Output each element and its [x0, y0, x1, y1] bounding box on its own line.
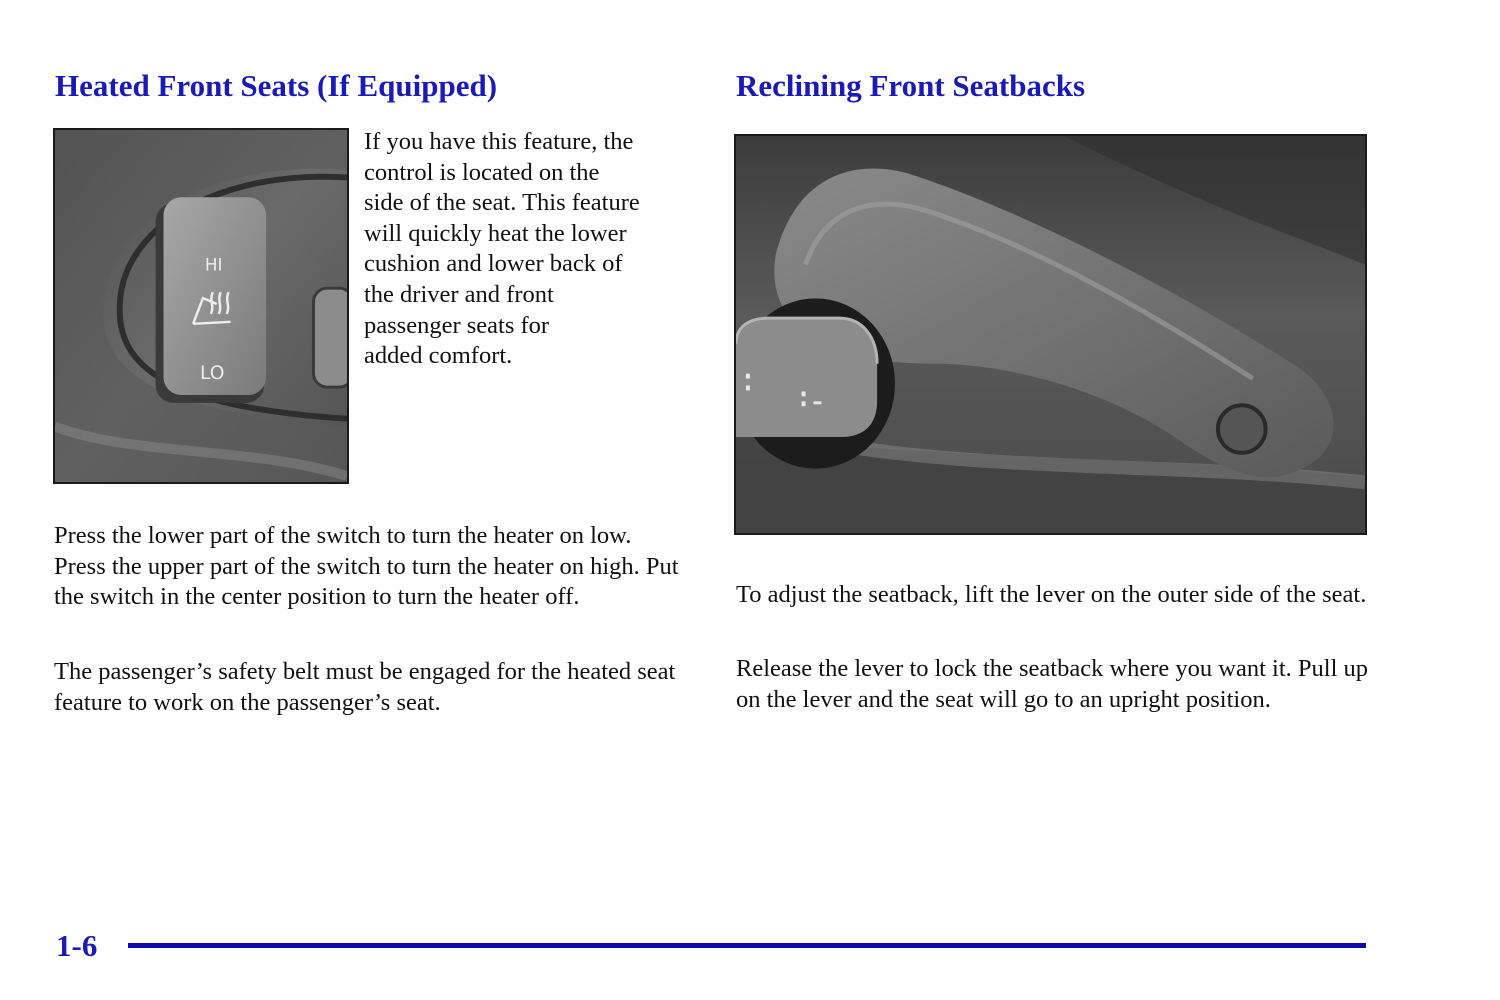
side-text-line: control is located on the [364, 158, 600, 186]
side-text-line: side of the seat. This feature [364, 189, 640, 217]
heated-seats-heading: Heated Front Seats (If Equipped) [55, 68, 498, 103]
switch-lo-label: LO [200, 363, 225, 385]
side-text-line: the driver and front [364, 280, 554, 308]
side-text-line: cushion and lower back of [364, 250, 623, 278]
reclining-paragraph-2: Release the lever to lock the seatback where you want it. Pull up on the lever and the seat will go to an upright position. [736, 655, 1369, 713]
side-text-line: passenger seats for [364, 311, 550, 339]
page-number: 1-6 [56, 928, 98, 963]
side-text-line: If you have this feature, the [364, 128, 634, 155]
switch-hi-label: HI [204, 254, 223, 275]
heated-seats-paragraph-2: The passenger’s safety belt must be engaged for the heated seat feature to work on the passenger’s seat. [54, 658, 676, 716]
side-text-line: will quickly heat the lower [364, 219, 627, 247]
reclining-paragraph-1: To adjust the seatback, lift the lever on the outer side of the seat. [736, 581, 1367, 608]
reclining-seatbacks-heading: Reclining Front Seatbacks [736, 68, 1086, 103]
side-text-line: added comfort. [364, 342, 513, 370]
heated-seats-paragraph-1: Press the lower part of the switch to turn the heater on low. Press the upper part of the switch to turn the heater on high. Put the switch in the center position to turn the heater off. [54, 522, 679, 611]
footer-rule [128, 943, 1366, 948]
heated-seat-switch-photo [53, 128, 349, 484]
heated-seats-side-text [364, 127, 694, 372]
recline-lever-photo [734, 134, 1367, 535]
